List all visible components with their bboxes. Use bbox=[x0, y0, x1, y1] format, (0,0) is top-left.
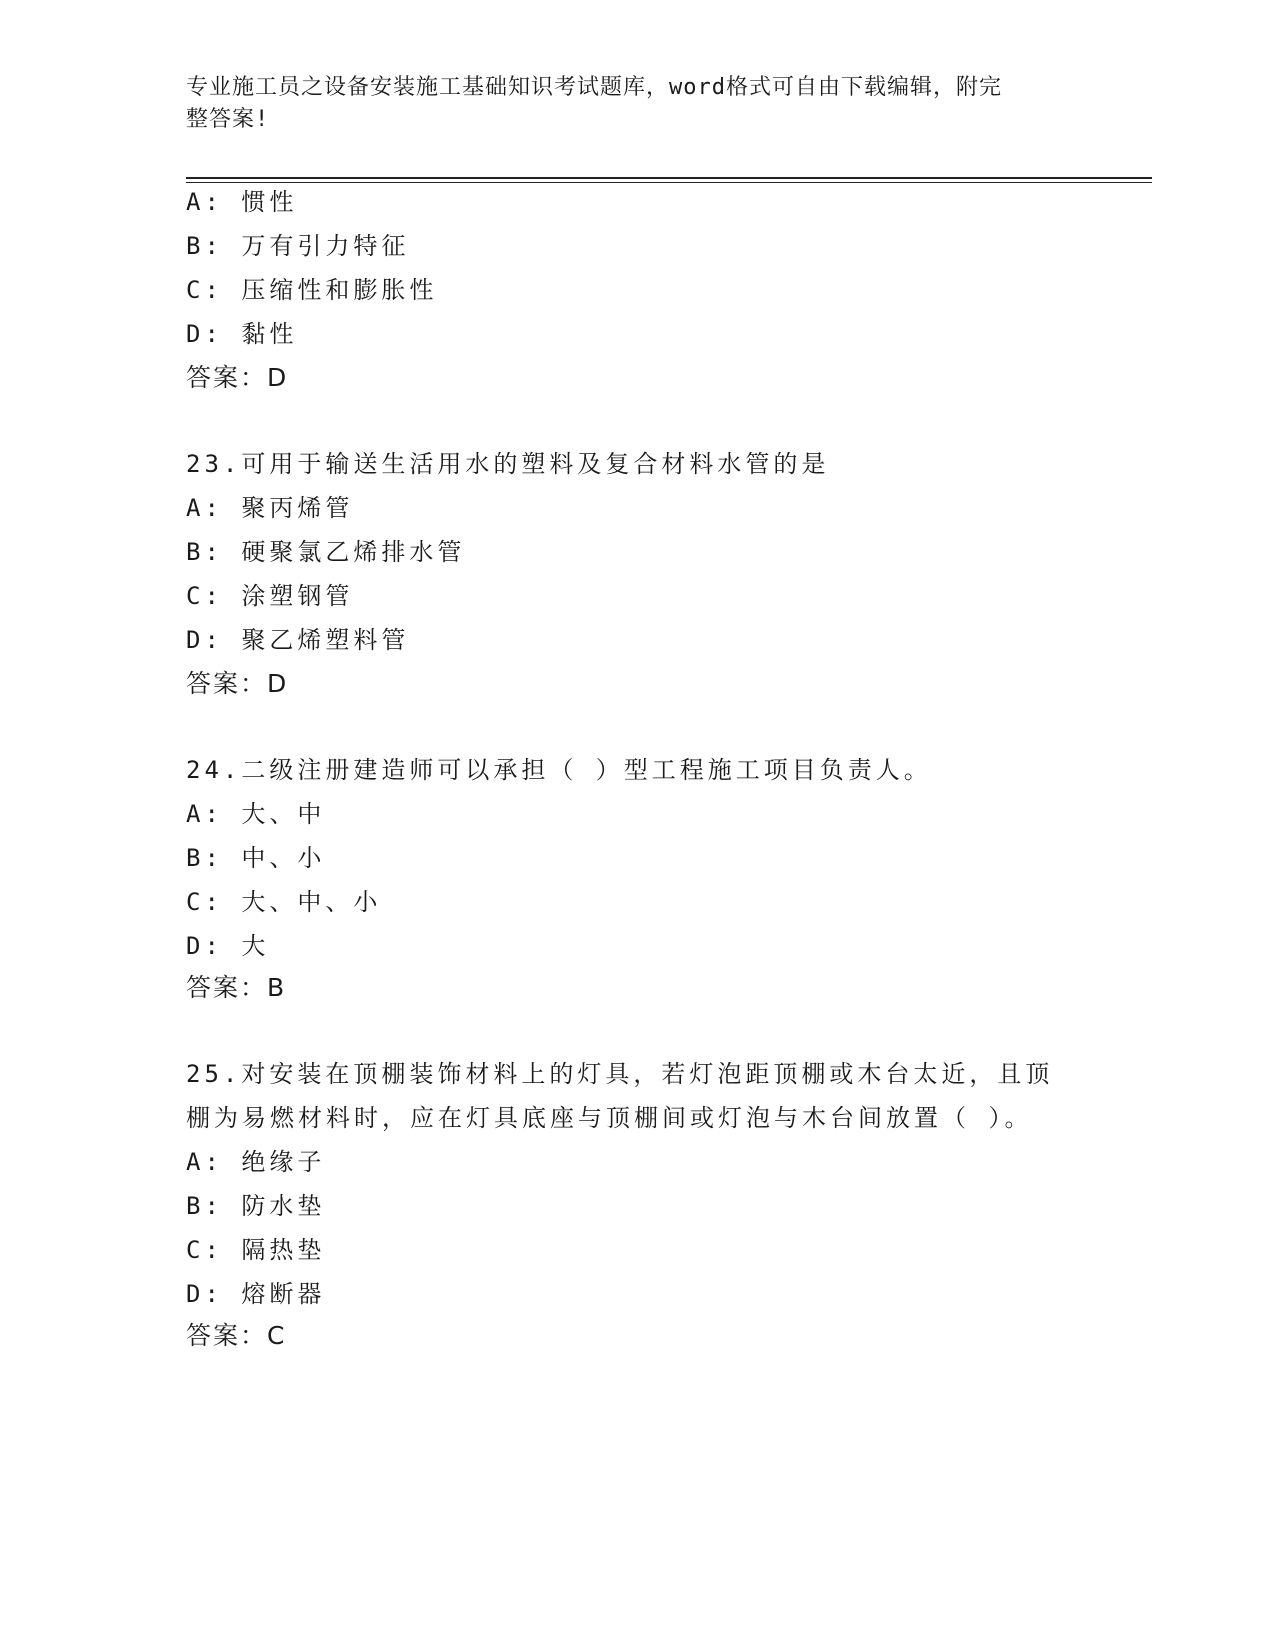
q24-option-b: B: 中、小 bbox=[186, 844, 326, 872]
header-line-2: 整答案! bbox=[186, 107, 270, 132]
q24-question: 24.二级注册建造师可以承担（ ）型工程施工项目负责人。 bbox=[186, 756, 932, 784]
q23-option-c: C: 涂塑钢管 bbox=[186, 582, 354, 610]
q23-option-d: D: 聚乙烯塑料管 bbox=[186, 626, 410, 654]
q25-option-d: D: 熔断器 bbox=[186, 1280, 326, 1308]
header-line-1: 专业施工员之设备安装施工基础知识考试题库，word格式可自由下载编辑，附完 bbox=[186, 75, 1002, 100]
q24-answer: 答案：B bbox=[186, 973, 287, 1002]
q22-option-d: D: 黏性 bbox=[186, 320, 298, 348]
q22-answer: 答案：D bbox=[186, 363, 289, 392]
q25-question-line-2: 棚为易燃材料时，应在灯具底座与顶棚间或灯泡与木台间放置（ ）。 bbox=[186, 1104, 1033, 1132]
q22-option-a: A: 惯性 bbox=[186, 188, 298, 216]
q24-option-a: A: 大、中 bbox=[186, 800, 326, 828]
q25-option-c: C: 隔热垫 bbox=[186, 1236, 326, 1264]
q23-option-b: B: 硬聚氯乙烯排水管 bbox=[186, 538, 466, 566]
header-divider-thick bbox=[186, 177, 1152, 179]
q25-option-a: A: 绝缘子 bbox=[186, 1148, 326, 1176]
q22-option-c: C: 压缩性和膨胀性 bbox=[186, 276, 438, 304]
q23-question: 23.可用于输送生活用水的塑料及复合材料水管的是 bbox=[186, 450, 830, 478]
q24-option-c: C: 大、中、小 bbox=[186, 888, 382, 916]
q24-option-d: D: 大 bbox=[186, 932, 270, 960]
q25-question-line-1: 25.对安装在顶棚装饰材料上的灯具，若灯泡距顶棚或木台太近，且顶 bbox=[186, 1060, 1054, 1088]
q25-answer: 答案：C bbox=[186, 1321, 287, 1350]
document-header bbox=[186, 72, 1086, 136]
q23-answer: 答案：D bbox=[186, 669, 289, 698]
q23-option-a: A: 聚丙烯管 bbox=[186, 494, 354, 522]
q25-option-b: B: 防水垫 bbox=[186, 1192, 326, 1220]
header-divider-thin bbox=[186, 182, 1152, 183]
q22-option-b: B: 万有引力特征 bbox=[186, 232, 410, 260]
